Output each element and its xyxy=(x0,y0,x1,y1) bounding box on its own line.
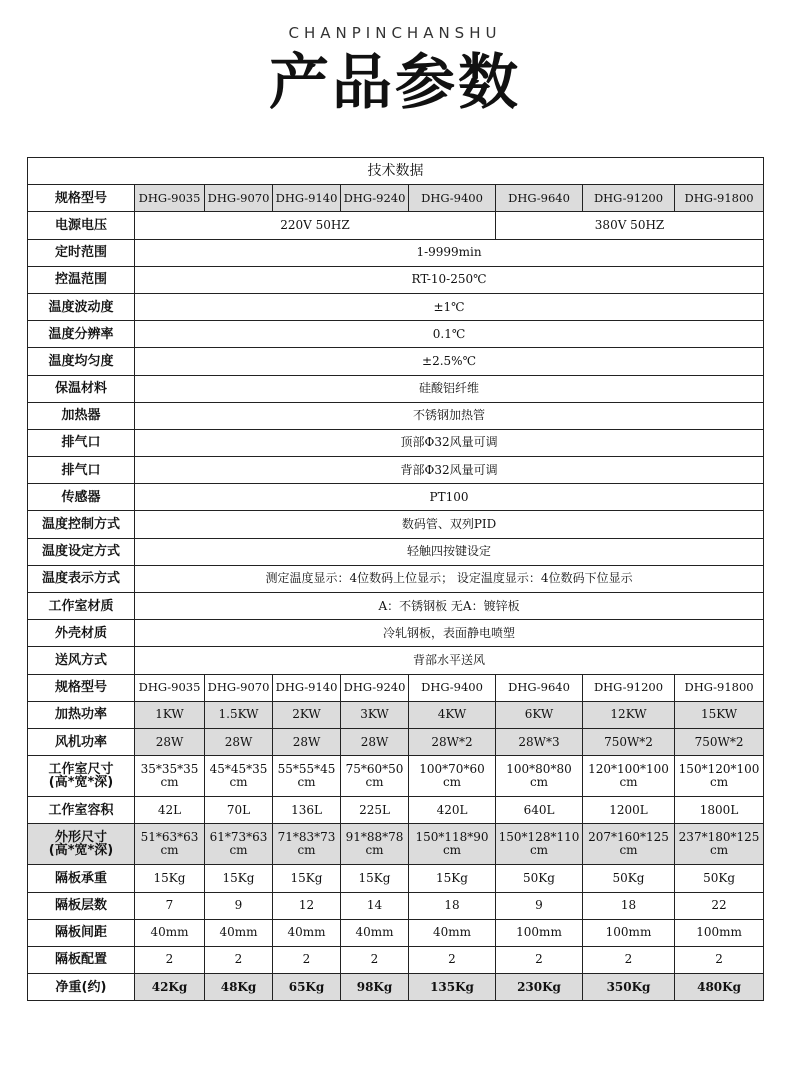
value-cell: 100*80*80 cm xyxy=(496,756,583,797)
table-row xyxy=(28,538,764,565)
value-cell: 15Kg xyxy=(135,865,205,892)
value-cell: 350Kg xyxy=(583,974,675,1001)
value-cell: 120*100*100 cm xyxy=(583,756,675,797)
value-cell: 35*35*35 cm xyxy=(135,756,205,797)
value-cell: 28W xyxy=(273,728,341,755)
value-cell: 225L xyxy=(341,797,409,824)
value-cell: 3KW xyxy=(341,701,409,728)
row-label: 加热器 xyxy=(28,402,135,429)
value-cell: 2 xyxy=(205,946,273,973)
table-row xyxy=(28,674,764,701)
value-cell: 15KW xyxy=(675,701,764,728)
value-cell: 不锈钢加热管 xyxy=(135,402,764,429)
value-cell: 2 xyxy=(675,946,764,973)
spec-table xyxy=(27,157,764,1001)
value-cell: 380V 50HZ xyxy=(496,212,764,239)
table-row xyxy=(28,484,764,511)
value-cell: 2 xyxy=(273,946,341,973)
value-cell: 40mm xyxy=(273,919,341,946)
table-row xyxy=(28,429,764,456)
row-label: 温度均匀度 xyxy=(28,348,135,375)
table-row xyxy=(28,919,764,946)
value-cell: 4KW xyxy=(409,701,496,728)
model-cell: DHG-9140 xyxy=(273,674,341,701)
value-cell: 237*180*125 cm xyxy=(675,824,764,865)
value-cell: 9 xyxy=(496,892,583,919)
table-row xyxy=(28,158,764,185)
row-label: 工作室材质 xyxy=(28,593,135,620)
model-cell: DHG-9240 xyxy=(341,185,409,212)
value-cell: ±1℃ xyxy=(135,293,764,320)
value-cell: 150*118*90 cm xyxy=(409,824,496,865)
value-cell: 150*120*100 cm xyxy=(675,756,764,797)
value-cell: 1200L xyxy=(583,797,675,824)
model-cell: DHG-9140 xyxy=(273,185,341,212)
value-cell: 50Kg xyxy=(583,865,675,892)
table-row xyxy=(28,824,764,865)
table-row xyxy=(28,293,764,320)
value-cell: RT-10-250℃ xyxy=(135,266,764,293)
row-label: 保温材料 xyxy=(28,375,135,402)
model-cell: DHG-9640 xyxy=(496,185,583,212)
value-cell: 15Kg xyxy=(409,865,496,892)
row-label: 外壳材质 xyxy=(28,620,135,647)
value-cell: 12 xyxy=(273,892,341,919)
row-label: 外形尺寸 (高*宽*深) xyxy=(28,824,135,865)
row-label: 温度设定方式 xyxy=(28,538,135,565)
row-label: 规格型号 xyxy=(28,185,135,212)
value-cell: 15Kg xyxy=(341,865,409,892)
table-row xyxy=(28,239,764,266)
value-cell: 42Kg xyxy=(135,974,205,1001)
value-cell: 28W xyxy=(341,728,409,755)
value-cell: 50Kg xyxy=(675,865,764,892)
model-cell: DHG-9035 xyxy=(135,674,205,701)
value-cell: PT100 xyxy=(135,484,764,511)
row-label: 温度波动度 xyxy=(28,293,135,320)
value-cell: 28W xyxy=(135,728,205,755)
model-cell: DHG-9400 xyxy=(409,185,496,212)
value-cell: 2KW xyxy=(273,701,341,728)
row-label: 温度表示方式 xyxy=(28,565,135,592)
value-cell: 1KW xyxy=(135,701,205,728)
value-cell: 71*83*73 cm xyxy=(273,824,341,865)
value-cell: 背部Φ32风量可调 xyxy=(135,457,764,484)
model-cell: DHG-9640 xyxy=(496,674,583,701)
value-cell: 100mm xyxy=(496,919,583,946)
table-row xyxy=(28,946,764,973)
value-cell: 98Kg xyxy=(341,974,409,1001)
value-cell: 0.1℃ xyxy=(135,321,764,348)
value-cell: 28W*2 xyxy=(409,728,496,755)
page-title: 产品参数 xyxy=(269,48,521,118)
row-label: 净重(约) xyxy=(28,974,135,1001)
value-cell: 40mm xyxy=(135,919,205,946)
value-cell: 背部水平送风 xyxy=(135,647,764,674)
value-cell: 50Kg xyxy=(496,865,583,892)
table-row xyxy=(28,402,764,429)
value-cell: 18 xyxy=(409,892,496,919)
value-cell: 7 xyxy=(135,892,205,919)
value-cell: 1800L xyxy=(675,797,764,824)
value-cell: 顶部Φ32风量可调 xyxy=(135,429,764,456)
value-cell: 100mm xyxy=(583,919,675,946)
value-cell: 18 xyxy=(583,892,675,919)
value-cell: 测定温度显示：4位数码上位显示； 设定温度显示：4位数码下位显示 xyxy=(135,565,764,592)
value-cell: 750W*2 xyxy=(583,728,675,755)
table-row xyxy=(28,212,764,239)
model-cell: DHG-9035 xyxy=(135,185,205,212)
value-cell: 61*73*63 cm xyxy=(205,824,273,865)
table-row xyxy=(28,865,764,892)
value-cell: 45*45*35 cm xyxy=(205,756,273,797)
value-cell: ±2.5%℃ xyxy=(135,348,764,375)
value-cell: 15Kg xyxy=(273,865,341,892)
page-subtitle: CHANPINCHANSHU xyxy=(288,24,502,42)
value-cell: 1-9999min xyxy=(135,239,764,266)
value-cell: 150*128*110 cm xyxy=(496,824,583,865)
table-row xyxy=(28,797,764,824)
value-cell: 640L xyxy=(496,797,583,824)
value-cell: 230Kg xyxy=(496,974,583,1001)
model-cell: DHG-9240 xyxy=(341,674,409,701)
model-cell: DHG-91800 xyxy=(675,674,764,701)
value-cell: 220V 50HZ xyxy=(135,212,496,239)
value-cell: 91*88*78 cm xyxy=(341,824,409,865)
value-cell: 100*70*60 cm xyxy=(409,756,496,797)
model-cell: DHG-91200 xyxy=(583,674,675,701)
table-row xyxy=(28,756,764,797)
row-label: 规格型号 xyxy=(28,674,135,701)
row-label: 风机功率 xyxy=(28,728,135,755)
table-row xyxy=(28,511,764,538)
row-label: 隔板层数 xyxy=(28,892,135,919)
table-row xyxy=(28,565,764,592)
model-cell: DHG-9400 xyxy=(409,674,496,701)
row-label: 温度控制方式 xyxy=(28,511,135,538)
table-row xyxy=(28,701,764,728)
value-cell: 数码管、双列PID xyxy=(135,511,764,538)
value-cell: 42L xyxy=(135,797,205,824)
value-cell: 65Kg xyxy=(273,974,341,1001)
value-cell: 40mm xyxy=(409,919,496,946)
table-row xyxy=(28,266,764,293)
row-label: 隔板承重 xyxy=(28,865,135,892)
table-row xyxy=(28,974,764,1001)
table-row xyxy=(28,348,764,375)
row-label: 排气口 xyxy=(28,457,135,484)
row-label: 加热功率 xyxy=(28,701,135,728)
row-label: 隔板间距 xyxy=(28,919,135,946)
row-label: 传感器 xyxy=(28,484,135,511)
value-cell: 136L xyxy=(273,797,341,824)
value-cell: 48Kg xyxy=(205,974,273,1001)
table-row xyxy=(28,892,764,919)
row-label: 排气口 xyxy=(28,429,135,456)
value-cell: 207*160*125 cm xyxy=(583,824,675,865)
value-cell: 2 xyxy=(135,946,205,973)
table-caption: 技术数据 xyxy=(28,158,764,185)
model-cell: DHG-91800 xyxy=(675,185,764,212)
value-cell: 冷轧钢板，表面静电喷塑 xyxy=(135,620,764,647)
value-cell: 135Kg xyxy=(409,974,496,1001)
model-cell: DHG-9070 xyxy=(205,674,273,701)
value-cell: 75*60*50 cm xyxy=(341,756,409,797)
value-cell: 22 xyxy=(675,892,764,919)
value-cell: A：不锈钢板 无A：镀锌板 xyxy=(135,593,764,620)
row-label: 工作室容积 xyxy=(28,797,135,824)
row-label: 电源电压 xyxy=(28,212,135,239)
value-cell: 28W*3 xyxy=(496,728,583,755)
value-cell: 55*55*45 cm xyxy=(273,756,341,797)
value-cell: 750W*2 xyxy=(675,728,764,755)
value-cell: 51*63*63 cm xyxy=(135,824,205,865)
value-cell: 100mm xyxy=(675,919,764,946)
table-row xyxy=(28,185,764,212)
table-row xyxy=(28,647,764,674)
value-cell: 15Kg xyxy=(205,865,273,892)
value-cell: 1.5KW xyxy=(205,701,273,728)
value-cell: 40mm xyxy=(205,919,273,946)
row-label: 送风方式 xyxy=(28,647,135,674)
table-row xyxy=(28,457,764,484)
model-cell: DHG-91200 xyxy=(583,185,675,212)
table-row xyxy=(28,620,764,647)
value-cell: 2 xyxy=(583,946,675,973)
table-row xyxy=(28,593,764,620)
table-row xyxy=(28,375,764,402)
row-label: 控温范围 xyxy=(28,266,135,293)
row-label: 工作室尺寸 (高*宽*深) xyxy=(28,756,135,797)
value-cell: 480Kg xyxy=(675,974,764,1001)
value-cell: 轻触四按键设定 xyxy=(135,538,764,565)
value-cell: 2 xyxy=(409,946,496,973)
value-cell: 40mm xyxy=(341,919,409,946)
value-cell: 9 xyxy=(205,892,273,919)
row-label: 定时范围 xyxy=(28,239,135,266)
table-row xyxy=(28,728,764,755)
value-cell: 2 xyxy=(341,946,409,973)
value-cell: 28W xyxy=(205,728,273,755)
value-cell: 6KW xyxy=(496,701,583,728)
value-cell: 硅酸铝纤维 xyxy=(135,375,764,402)
value-cell: 12KW xyxy=(583,701,675,728)
value-cell: 70L xyxy=(205,797,273,824)
model-cell: DHG-9070 xyxy=(205,185,273,212)
row-label: 隔板配置 xyxy=(28,946,135,973)
value-cell: 420L xyxy=(409,797,496,824)
table-row xyxy=(28,321,764,348)
value-cell: 14 xyxy=(341,892,409,919)
value-cell: 2 xyxy=(496,946,583,973)
row-label: 温度分辨率 xyxy=(28,321,135,348)
